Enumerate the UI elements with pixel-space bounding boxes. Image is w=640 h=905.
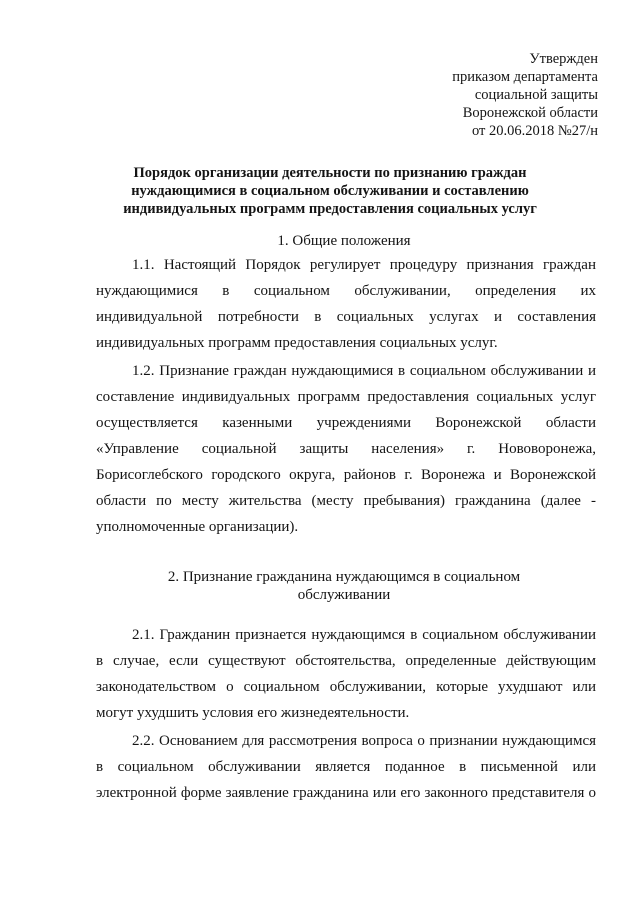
paragraph-line: в случае, если существуют обстоятельства, определенные действующим bbox=[96, 653, 596, 669]
heading-line: обслуживании bbox=[297, 587, 391, 603]
paragraph-line: могут ухудшить условия его жизнедеятельности. bbox=[96, 705, 410, 721]
paragraph-line: 2.2. Основанием для рассмотрения вопроса о признании нуждающимся bbox=[132, 733, 596, 749]
approval-line: от 20.06.2018 №27/н bbox=[471, 123, 598, 139]
title-line: нуждающимися в социальном обслуживании и составлению bbox=[131, 183, 529, 199]
paragraph-1-2 bbox=[96, 358, 596, 540]
heading-line: 2. Признание гражданина нуждающимся в социальном bbox=[167, 569, 521, 585]
title-line: индивидуальных программ предоставления социальных услуг bbox=[123, 201, 537, 217]
paragraph-line: составление индивидуальных программ предоставления социальных услуг bbox=[96, 389, 596, 405]
paragraph-line: 2.1. Гражданин признается нуждающимся в социальном обслуживании bbox=[132, 627, 596, 643]
section-1-heading: 1. Общие положения bbox=[277, 233, 411, 249]
document-title bbox=[80, 164, 580, 218]
paragraph-line: индивидуальной потребности в социальных услугах и составления bbox=[96, 309, 596, 325]
paragraph-line: Борисоглебского городского округа, районов г. Воронежа и Воронежской bbox=[96, 467, 596, 483]
paragraph-line: электронной форме заявление гражданина или его законного представителя о bbox=[96, 785, 596, 801]
paragraph-line: 1.2. Признание граждан нуждающимися в социальном обслуживании и bbox=[132, 363, 596, 379]
paragraph-line: «Управление социальной защиты населения» г. Нововоронежа, bbox=[96, 441, 596, 457]
paragraph-line: уполномоченные организации). bbox=[96, 519, 299, 535]
paragraph-line: в социальном обслуживании является поданное в письменной или bbox=[96, 759, 596, 775]
paragraph-line: индивидуальных программ предоставления социальных услуг. bbox=[96, 335, 498, 351]
paragraph-line: нуждающимися в социальном обслуживании, определения их bbox=[96, 283, 596, 299]
paragraph-2-1 bbox=[96, 622, 596, 726]
paragraph-line: 1.1. Настоящий Порядок регулирует процедуру признания граждан bbox=[132, 257, 596, 273]
approval-line: приказом департамента bbox=[452, 69, 598, 85]
paragraph-line: области по месту жительства (месту пребывания) гражданина (далее - bbox=[96, 493, 596, 509]
paragraph-2-2 bbox=[96, 728, 596, 806]
approval-line: Утвержден bbox=[529, 51, 598, 67]
section-2-heading bbox=[96, 568, 592, 604]
approval-line: социальной защиты bbox=[474, 87, 598, 103]
paragraph-line: осуществляется казенными учреждениями Воронежской области bbox=[96, 415, 596, 431]
paragraph-1-1 bbox=[96, 252, 596, 356]
approval-stamp bbox=[298, 50, 598, 140]
title-line: Порядок организации деятельности по признанию граждан bbox=[133, 165, 527, 181]
paragraph-line: законодательством о социальном обслуживании, которые ухудшают или bbox=[96, 679, 596, 695]
approval-line: Воронежской области bbox=[462, 105, 598, 121]
